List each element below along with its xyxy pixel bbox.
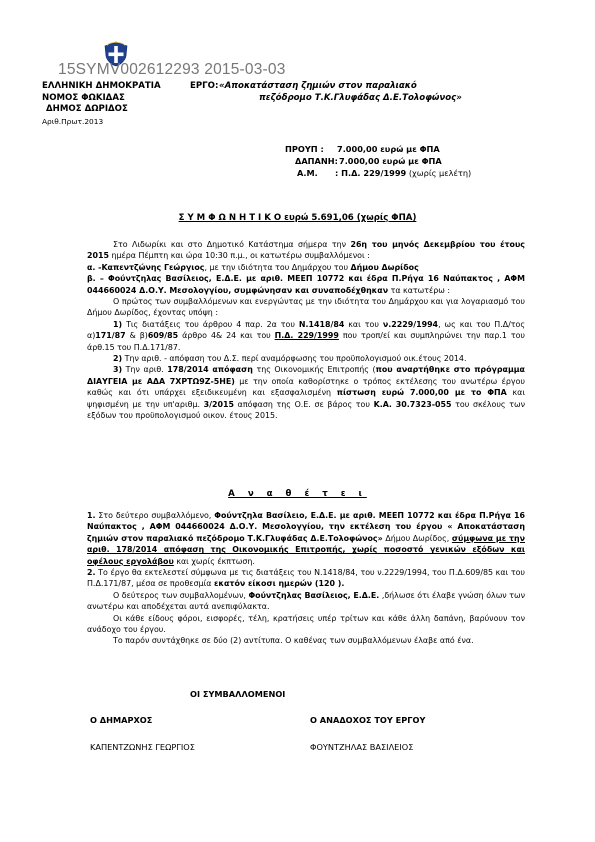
text: της Οικονομικής Επιτροπής ( — [252, 365, 376, 375]
text: άρθρο 4& 24 και του — [178, 331, 275, 341]
item-number: 1. — [87, 511, 96, 520]
text: του σκέλους των εξόδων του προϋπολογισμού οικον. έτους 2015. — [87, 399, 525, 421]
project-title-line-2: πεζόδρομο Τ.Κ.Γλυφάδας Δ.Ε.Τολοφώνος» — [259, 92, 462, 103]
header-country: ΕΛΛΗΝΙΚΗ ΔΗΜΟΚΡΑΤΙΑ — [42, 81, 161, 91]
mayor-role: Ο ΔΗΜΑΡΧΟΣ — [90, 715, 153, 725]
project-title-line-1: «Αποκατάσταση ζημιών στον παραλιακό — [219, 81, 417, 91]
item-number: 2) — [113, 354, 123, 364]
item-number: 1) — [113, 319, 123, 329]
budget-row — [285, 143, 471, 155]
intro-paragraph — [87, 239, 525, 262]
municipality-name: Δήμου Δωρίδος — [350, 262, 419, 272]
assignment-heading: Α ν α θ έ τ ε ι — [228, 489, 367, 499]
text: και ψηφισμένη με την υπ'αριθμ. — [87, 388, 526, 409]
text: που τροπ/εί και συμπληρώνει την παρ.1 του άρθ.15 του Π.Δ.171/87. — [87, 331, 525, 352]
text: Ο δεύτερος των συμβαλλομένων, — [113, 590, 249, 600]
budget-value: 7.000,00 ευρώ με ΦΠΑ — [337, 144, 440, 154]
law-ref: ν.2229/1994 — [382, 319, 439, 329]
text: , ως και του Π.Δ/τος α) — [87, 319, 526, 341]
text: ,δήλωσε ότι έλαβε γνώση όλων των ανωτέρω και αποδέχεται αυτά ανεπιφύλακτα. — [87, 590, 526, 612]
law-ref: Π.Δ. 229/1999 — [274, 331, 339, 341]
credit-amount: πίστωση ευρώ 7.000,00 με το ΦΠΑ — [336, 388, 507, 398]
header-protocol: Αριθ.Πρωτ.2013 — [42, 116, 104, 126]
contractor-details: Φούντζηλα Βασίλειο, Ε.Δ.Ε. με αριθ. ΜΕΕΠ 10772 και έδρα Π.Ρήγα 16 Ναύπακτος , ΑΦΜ 044660024 Δ.Ο.Υ. Μεσολογγίου, την εκτέλεση του έργου « Αποκατάσταση ζημιών στον παραλιακό πεζόδρομο Τ.Κ.Γλυφάδας Δ.Ε.Τολοφώνος» — [87, 511, 525, 543]
budget-label: ΔΑΠΑΝΗ: — [295, 156, 338, 166]
text: , με την ιδιότητα του Δημάρχου του — [204, 262, 351, 272]
party-a — [87, 262, 525, 273]
consideration-3 — [87, 364, 525, 421]
article-1 — [87, 510, 525, 567]
ada-stamp: 15SYMV002612293 2015-03-03 — [58, 61, 286, 78]
text: με την οποία καθορίστηκε ο τρόπος εκτέλεσης του ανωτέρω έργου καθώς και ότι υπάρχει εξειδικευμένη και εξασφαλισμένη — [87, 376, 525, 398]
header-municipality: ΔΗΜΟΣ ΔΩΡΙΔΟΣ — [46, 104, 128, 114]
budget-label: Α.Μ. — [297, 168, 318, 178]
text: τα κατωτέρω : — [388, 285, 451, 295]
law-ref: 609/85 — [147, 331, 179, 341]
text: Το έργο θα εκτελεστεί σύμφωνα με τις διατάξεις του Ν.1418/84, του ν.2229/1994, του Π.Δ.609/85 και του Π.Δ.171/87, μέσα σε προθεσμία — [87, 568, 525, 589]
terms-text: σύμφωνα με την αριθ. 178/2014 απόφαση της Οικονομικής Επιτροπής, χωρίς ποσοστό γενικών εξόδων και οφέλους εργολάβου — [87, 533, 525, 566]
decision-ref: 3/2015 — [203, 399, 234, 409]
article-5: Το παρόν συντάχθηκε σε δύο (2) αντίτυπα. Ο καθένας των συμβαλλόμενων έλαβε από ένα. — [113, 636, 474, 646]
budget-row — [285, 167, 471, 179]
text: Δήμου Δωρίδος, — [382, 533, 452, 543]
project-title — [219, 81, 462, 104]
budget-value: 7.000,00 ευρώ με ΦΠΑ — [339, 156, 442, 166]
law-ref: Ν.1418/84 — [298, 319, 345, 329]
item-number: 3) — [113, 365, 123, 375]
contractor-name: ΦΟΥΝΤΖΗΛΑΣ ΒΑΣΙΛΕΙΟΣ — [310, 742, 414, 752]
party-a-name: α. -Καπεντζώνης Γεώργιος — [87, 262, 205, 272]
budget-code: Κ.Α. 30.7323-055 — [373, 399, 452, 409]
contractor-role: Ο ΑΝΑΔΟΧΟΣ ΤΟΥ ΕΡΓΟΥ — [310, 715, 426, 725]
text: Την αριθ. — [122, 365, 168, 375]
header-authority — [42, 81, 161, 127]
contract-body — [87, 510, 525, 647]
party-b-details: β. – Φούντζηλας Βασίλειος, Ε.Δ.Ε. με αριθ. ΜΕΕΠ 10772 και έδρα Π.Ρήγα 16 Ναύπακτος , ΑΦΜ 044660024 Δ.Ο.Υ. Μεσολογγίου, συμφώνησαν και συναποδέχθηκαν — [87, 274, 525, 295]
budget-value: : Π.Δ. 229/1999 — [335, 168, 407, 178]
contract-intro — [87, 239, 525, 422]
decision-ref: 178/2014 απόφαση — [167, 365, 253, 375]
text: και χωρίς έκπτωση. — [173, 556, 255, 566]
consideration-1 — [87, 319, 525, 353]
law-ref: 171/87 — [95, 331, 126, 341]
article-2 — [87, 567, 525, 590]
mayor-name: ΚΑΠΕΝΤΖΩΝΗΣ ΓΕΩΡΓΙΟΣ — [90, 742, 195, 752]
text: ημέρα Πέμπτη και ώρα 10:30 π.μ., οι κατωτέρω συμβαλλόμενοι : — [108, 251, 370, 261]
contractor-name: Φούντζηλας Βασίλειος, Ε.Δ.Ε. — [248, 590, 380, 600]
budget-label: ΠΡΟΥΠ : — [285, 144, 324, 154]
contract-title: Σ Υ Μ Φ Ω Ν Η Τ Ι Κ Ο ευρώ 5.691,06 (χωρίς ΦΠΑ) — [178, 213, 417, 223]
project-label: ΕΡΓΟ: — [190, 81, 219, 91]
text: Την αριθ. - απόφαση του Δ.Σ. περί αναμόρφωσης του προϋπολογισμού οικ.έτους 2014. — [122, 354, 467, 364]
party-b — [87, 273, 525, 296]
item-number: 2. — [87, 568, 96, 578]
article-3 — [87, 590, 525, 613]
diavgeia-ref: που αναρτήθηκε στο πρόγραμμα ΔΙΑΥΓΕΙΑ με ΑΔΑ 7ΧΡΤΩ9Ζ-5ΗΕ) — [87, 365, 525, 386]
text: απόφαση της Ο.Ε. σε βάρος του — [234, 399, 374, 409]
text: Στο δεύτερο συμβαλλόμενο, — [95, 511, 215, 520]
article-4: Οι κάθε είδους φόροι, εισφορές, τέλη, κρατήσεις υπέρ τρίτων και κάθε άλλη δαπάνη, βαρύνουν τον ανάδοχο του έργου. — [87, 613, 525, 635]
text: Στο Λιδωρίκι και στο Δημοτικό Κατάστημα σήμερα την — [113, 240, 351, 249]
budget-block — [285, 143, 471, 179]
deadline-text: εκατόν είκοσι ημερών (120 ). — [213, 579, 345, 589]
text: & β) — [125, 331, 148, 341]
text: και του — [344, 319, 383, 329]
signatories-heading: ΟΙ ΣΥΜΒΑΛΛΟΜΕΝΟΙ — [190, 689, 286, 699]
budget-note: (χωρίς μελέτη) — [406, 168, 472, 178]
consideration-2 — [87, 353, 525, 364]
date-text: 26η του μηνός Δεκεμβρίου του έτους 2015 — [87, 240, 525, 261]
header-prefecture: ΝΟΜΟΣ ΦΩΚΙΔΑΣ — [42, 92, 125, 103]
text: Τις διατάξεις του άρθρου 4 παρ. 2α του — [122, 319, 299, 329]
budget-row — [285, 155, 471, 167]
considerations-intro: Ο πρώτος των συμβαλλόμενων και ενεργώντας με την ιδιότητα του Δημάρχου και για λογαριασμό του Δήμου Δωρίδος, έχοντας υπόψη : — [87, 297, 525, 318]
